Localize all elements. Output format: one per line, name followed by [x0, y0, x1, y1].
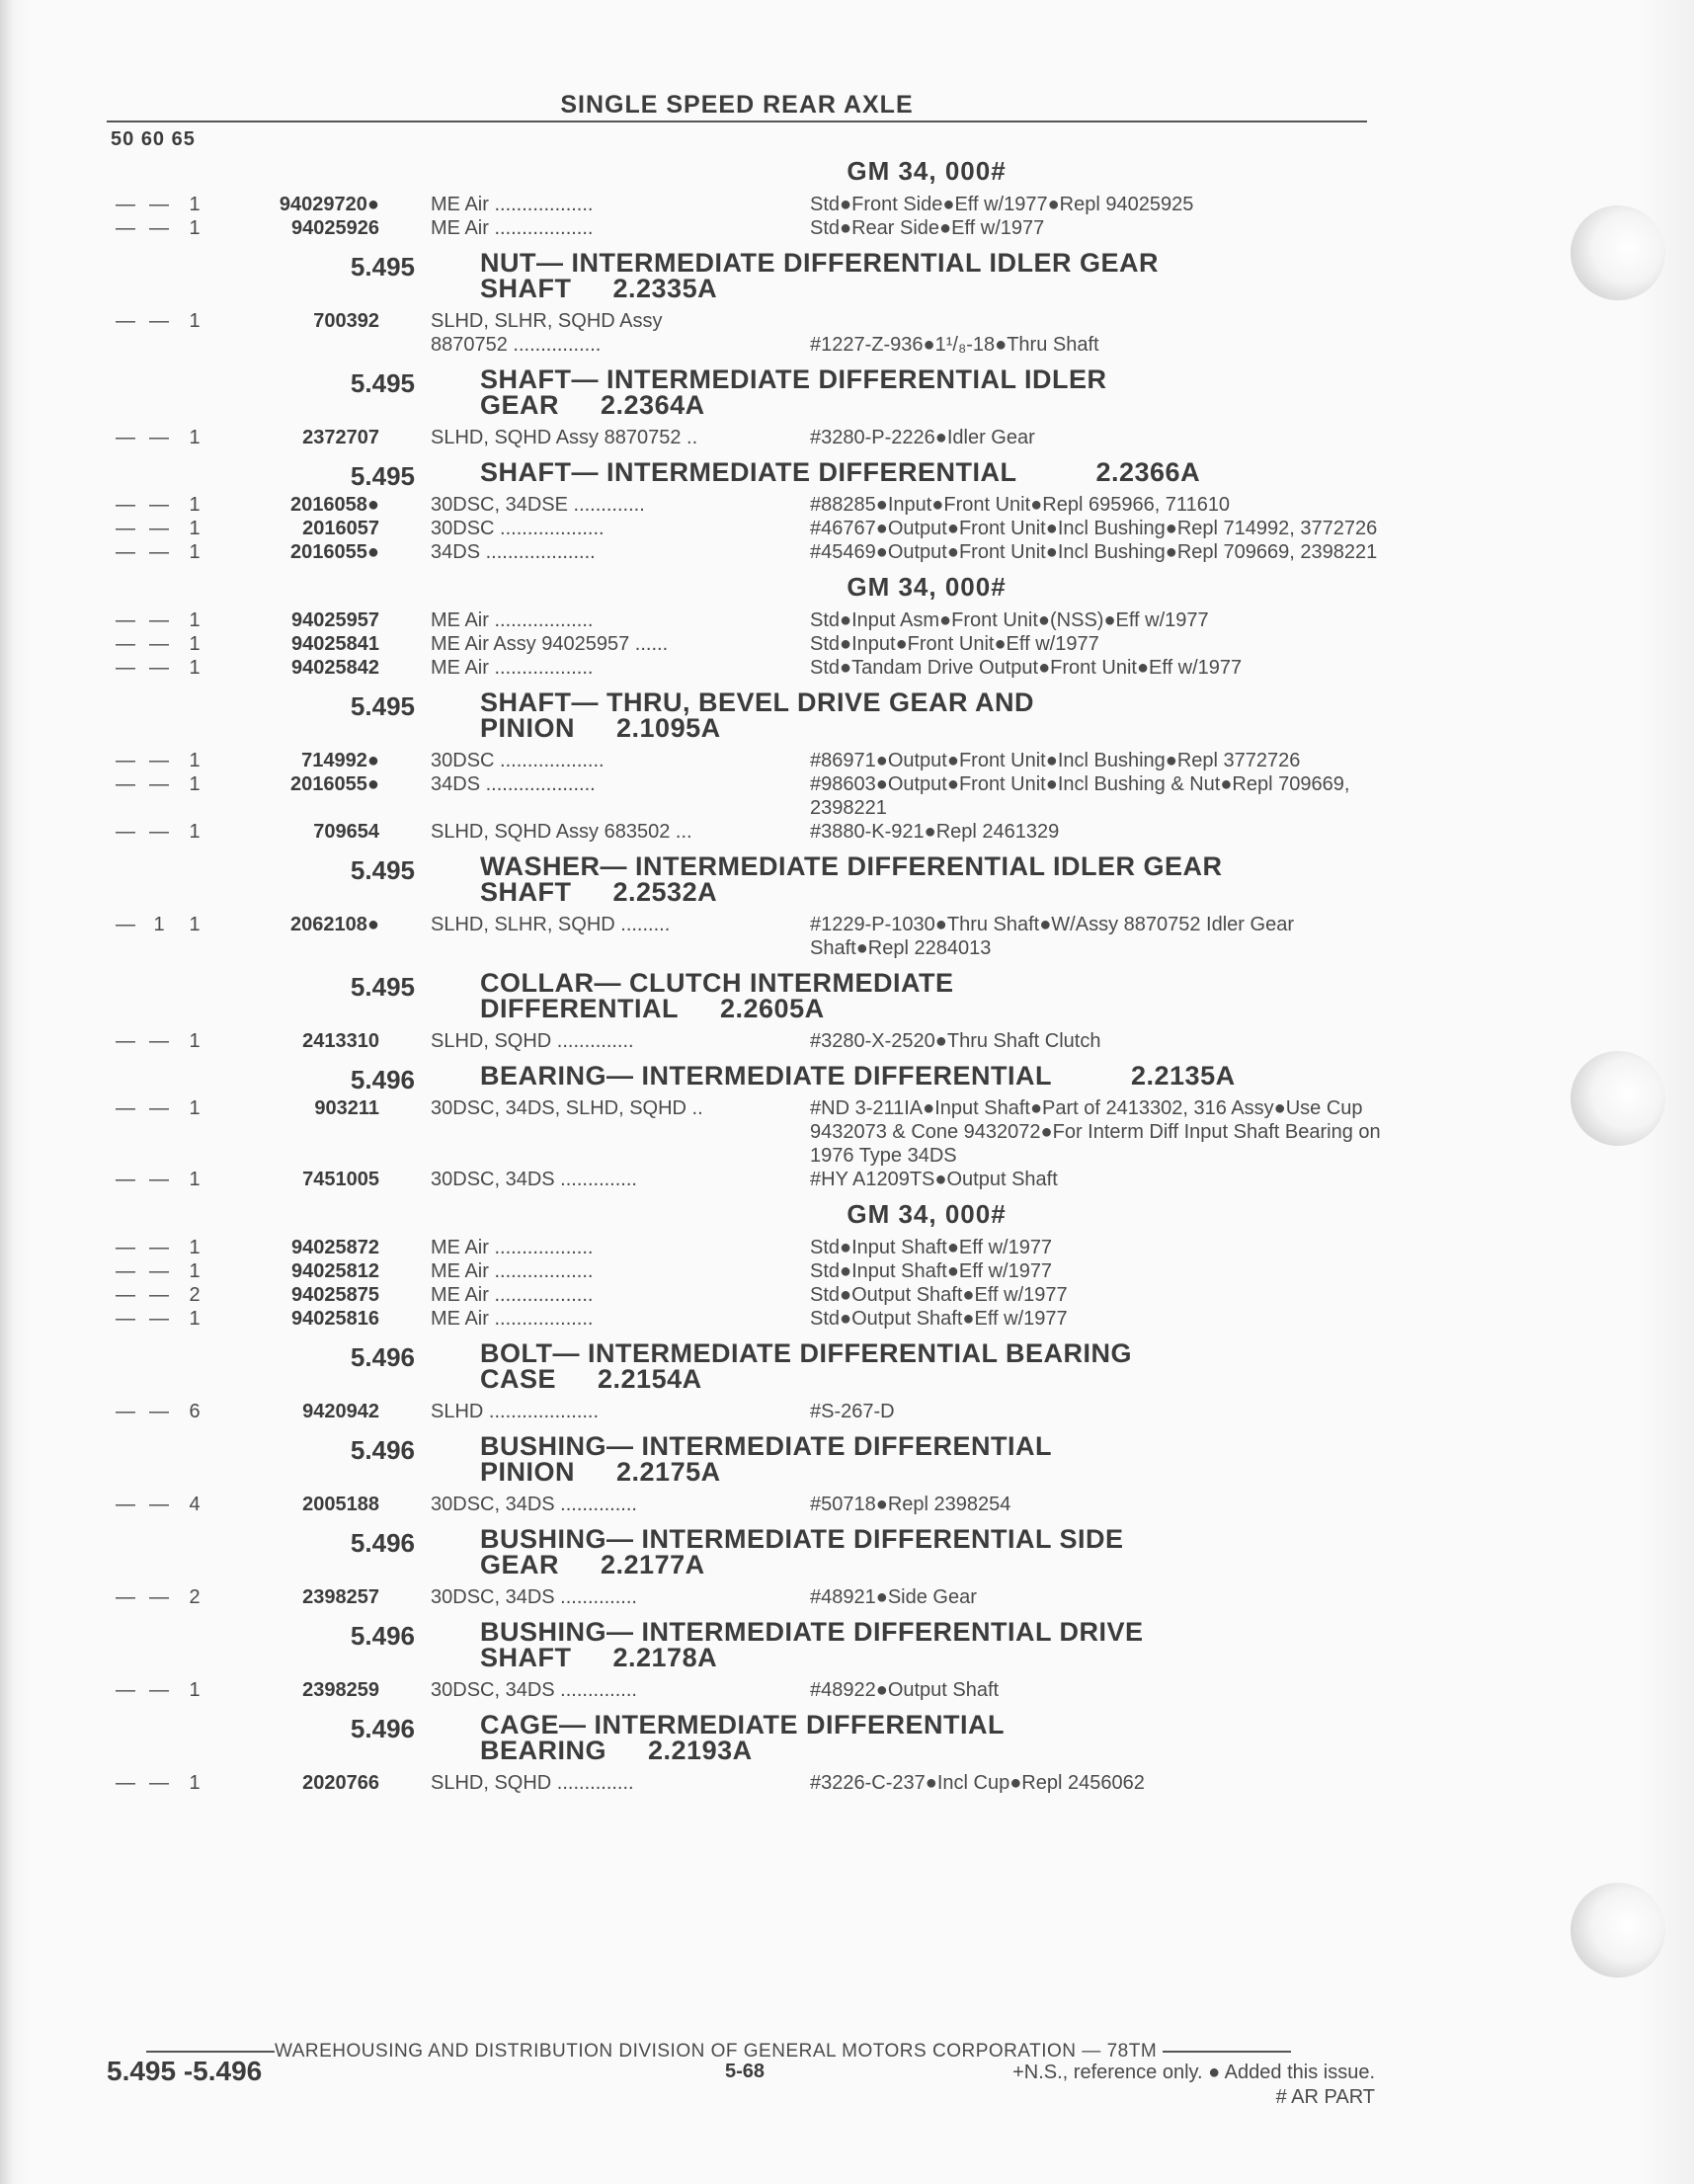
qty-60: — — [149, 1679, 169, 1701]
qty-50: — — [116, 914, 135, 935]
qty-60: — — [149, 750, 169, 771]
parts-list — [107, 148, 1381, 1795]
footer-division-text: WAREHOUSING AND DISTRIBUTION DIVISION OF GENERAL MOTORS CORPORATION — 78TM — [275, 2041, 1158, 2062]
part-number: 94025926 — [291, 217, 379, 239]
qty-50: — — [116, 1772, 135, 1794]
application: 34DS .................... — [431, 773, 596, 795]
part-description: #88285●Input●Front Unit●Repl 695966, 711610 — [810, 494, 1231, 516]
qty-65: 2 — [189, 1284, 201, 1306]
section-title-line-1: SHAFT— INTERMEDIATE DIFFERENTIAL IDLER — [480, 364, 1107, 394]
footer-division-line — [146, 2041, 1291, 2063]
part-number: 94025842 — [291, 657, 379, 679]
gm-capacity-heading: GM 34, 000# — [847, 1199, 1007, 1229]
qty-65: 2 — [189, 1586, 201, 1608]
section-number: 5.495 — [350, 972, 415, 1002]
part-row — [107, 632, 1381, 656]
part-number: 2016055● — [290, 773, 379, 795]
qty-50: — — [116, 1097, 135, 1119]
part-row — [107, 517, 1381, 540]
header-rule — [107, 121, 1367, 122]
application: SLHD, SQHD Assy 8870752 .. — [431, 427, 698, 448]
section-title-line-2: SHAFT — [480, 1643, 572, 1672]
qty-50: — — [116, 1030, 135, 1052]
qty-60: — — [149, 1772, 169, 1794]
section-group-code: 2.2364A — [601, 390, 705, 420]
part-number: 2016057 — [302, 518, 379, 539]
qty-65: 1 — [189, 750, 201, 771]
part-description: #86971●Output●Front Unit●Incl Bushing●Repl 3772726 — [810, 750, 1301, 771]
application: 30DSC, 34DS, SLHD, SQHD .. — [431, 1097, 703, 1119]
qty-60: — — [149, 821, 169, 843]
qty-65: 1 — [189, 1030, 201, 1052]
qty-60: — — [149, 1586, 169, 1608]
part-description: Std●Input Shaft●Eff w/1977 — [810, 1260, 1053, 1282]
qty-50: — — [116, 310, 135, 332]
section-number: 5.495 — [350, 461, 415, 491]
section-title-line-2: CASE — [480, 1364, 557, 1394]
part-row — [107, 426, 1381, 449]
section-number: 5.495 — [350, 691, 415, 721]
section-group-code: 2.2532A — [612, 877, 718, 907]
section-title-line-2: SHAFT — [480, 274, 572, 303]
section-title-line-1: NUT— INTERMEDIATE DIFFERENTIAL IDLER GEAR — [480, 248, 1159, 278]
qty-60: — — [149, 657, 169, 679]
section-title-line-1: SHAFT— INTERMEDIATE DIFFERENTIAL — [480, 457, 1017, 487]
qty-50: — — [116, 1679, 135, 1701]
section-title-line-1: CAGE— INTERMEDIATE DIFFERENTIAL — [480, 1710, 1005, 1739]
section-group-code: 2.1095A — [616, 713, 721, 743]
part-description: #50718●Repl 2398254 — [810, 1494, 1011, 1515]
application: 30DSC, 34DS .............. — [431, 1169, 637, 1190]
part-row — [107, 193, 1381, 216]
section-group-code: 2.2175A — [616, 1457, 721, 1487]
part-description: Std●Output Shaft●Eff w/1977 — [810, 1308, 1068, 1330]
part-description: Std●Rear Side●Eff w/1977 — [810, 217, 1045, 239]
section-heading — [107, 689, 1381, 741]
section-title-line-2: GEAR — [480, 1550, 560, 1579]
binder-hole-bottom — [1571, 1883, 1665, 1978]
application: ME Air Assy 94025957 ...... — [431, 633, 669, 655]
qty-65: 1 — [189, 821, 201, 843]
section-group-code: 2.2178A — [612, 1643, 718, 1672]
part-description: Std●Input●Front Unit●Eff w/1977 — [810, 633, 1099, 655]
qty-60: — — [149, 1494, 169, 1515]
qty-50: — — [116, 194, 135, 215]
application: 30DSC, 34DS .............. — [431, 1679, 637, 1701]
application: SLHD, SLHR, SQHD Assy — [431, 310, 663, 332]
section-title-line-2: GEAR — [480, 390, 560, 420]
footer-rule-left — [146, 2051, 275, 2053]
qty-50: — — [116, 657, 135, 679]
part-description: #ND 3-211IA●Input Shaft●Part of 2413302, 316 Assy●Use Cup 9432073 & Cone 9432072●For Interm Diff Input Shaft Bearing on 1976 Type 34DS — [810, 1097, 1381, 1167]
section-group-code: 2.2335A — [612, 274, 718, 303]
qty-60: — — [149, 1030, 169, 1052]
qty-60: — — [149, 427, 169, 448]
part-description: #45469●Output●Front Unit●Incl Bushing●Repl 709669, 2398221 — [810, 541, 1378, 563]
qty-65: 1 — [189, 1679, 201, 1701]
qty-60: — — [149, 494, 169, 516]
section-title — [480, 1340, 1381, 1392]
section-title — [480, 1433, 1381, 1485]
qty-50: — — [116, 609, 135, 631]
application: ME Air .................. — [431, 1237, 594, 1258]
application: 30DSC, 34DS .............. — [431, 1494, 637, 1515]
part-row — [107, 1307, 1381, 1331]
part-number: 2413310 — [302, 1030, 379, 1052]
section-title — [480, 1526, 1381, 1577]
part-number: 7451005 — [302, 1169, 379, 1190]
qty-60: — — [149, 609, 169, 631]
qty-65: 1 — [189, 217, 201, 239]
qty-50: — — [116, 518, 135, 539]
part-description: #98603●Output●Front Unit●Incl Bushing & Nut●Repl 709669, 2398221 — [810, 773, 1350, 819]
section-heading — [107, 853, 1381, 905]
qty-65: 4 — [189, 1494, 201, 1515]
gm-capacity-heading: GM 34, 000# — [847, 572, 1007, 602]
part-row — [107, 309, 1381, 333]
part-row — [107, 1168, 1381, 1191]
part-row — [107, 1259, 1381, 1283]
section-group-code: 2.2193A — [648, 1736, 753, 1765]
footer-rule-right — [1163, 2051, 1291, 2053]
part-number: 714992● — [301, 750, 379, 771]
qty-65: 1 — [189, 773, 201, 795]
section-title — [480, 853, 1381, 905]
part-number: 2020766 — [302, 1772, 379, 1794]
part-number: 2016055● — [290, 541, 379, 563]
section-number: 5.496 — [350, 1528, 415, 1558]
part-row — [107, 1029, 1381, 1053]
qty-50: — — [116, 750, 135, 771]
part-row — [107, 656, 1381, 680]
column-header-60: 60 — [140, 128, 166, 150]
qty-60: — — [149, 1284, 169, 1306]
part-row — [107, 1400, 1381, 1423]
qty-60: — — [149, 1308, 169, 1330]
part-row — [107, 493, 1381, 517]
application: ME Air .................. — [431, 609, 594, 631]
qty-60: — — [149, 541, 169, 563]
qty-50: — — [116, 541, 135, 563]
part-number: 94029720● — [279, 194, 379, 215]
part-number: 2372707 — [302, 427, 379, 448]
part-number: 94025957 — [291, 609, 379, 631]
qty-50: — — [116, 1586, 135, 1608]
qty-65: 1 — [189, 518, 201, 539]
part-number: 2398257 — [302, 1586, 379, 1608]
part-number: 94025872 — [291, 1237, 379, 1258]
part-number: 2062108● — [290, 914, 379, 935]
part-row — [107, 1283, 1381, 1307]
application: 34DS .................... — [431, 541, 596, 563]
page-title: SINGLE SPEED REAR AXLE — [560, 91, 914, 119]
qty-65: 1 — [189, 657, 201, 679]
application: ME Air .................. — [431, 657, 594, 679]
qty-65: 1 — [189, 1097, 201, 1119]
part-description: #S-267-D — [810, 1401, 895, 1422]
application: SLHD, SQHD Assy 683502 ... — [431, 821, 692, 843]
section-number: 5.496 — [350, 1621, 415, 1651]
part-description: Std●Input Shaft●Eff w/1977 — [810, 1237, 1053, 1258]
qty-50: — — [116, 773, 135, 795]
qty-60: — — [149, 1237, 169, 1258]
gm-capacity-heading: GM 34, 000# — [847, 156, 1007, 186]
section-title-line-1: SHAFT— THRU, BEVEL DRIVE GEAR AND — [480, 688, 1035, 717]
application: 8870752 ................ — [431, 334, 602, 356]
section-title — [480, 366, 1381, 418]
section-title — [480, 970, 1381, 1021]
qty-50: — — [116, 1237, 135, 1258]
qty-60: — — [149, 633, 169, 655]
application: SLHD, SQHD .............. — [431, 1772, 634, 1794]
part-row — [107, 1585, 1381, 1609]
section-group-code: 2.2154A — [598, 1364, 702, 1394]
section-group-code: 2.2135A — [1131, 1061, 1236, 1091]
qty-60: — — [149, 1401, 169, 1422]
part-row — [107, 1236, 1381, 1259]
application: SLHD, SLHR, SQHD ......... — [431, 914, 671, 935]
part-number: 2398259 — [302, 1679, 379, 1701]
qty-60: — — [149, 194, 169, 215]
footer-legend-line-1: +N.S., reference only. ● Added this issue. — [1012, 2062, 1375, 2083]
section-number: 5.496 — [350, 1714, 415, 1743]
qty-50: — — [116, 1494, 135, 1515]
qty-65: 1 — [189, 1260, 201, 1282]
footer-legend — [901, 2061, 1375, 2110]
part-row — [107, 913, 1381, 960]
part-number: 2016058● — [290, 494, 379, 516]
part-description: #46767●Output●Front Unit●Incl Bushing●Repl 714992, 3772726 — [810, 518, 1378, 539]
qty-60: — — [149, 1097, 169, 1119]
application: ME Air .................. — [431, 1308, 594, 1330]
part-row — [107, 608, 1381, 632]
binder-hole-top — [1571, 205, 1665, 300]
section-title-line-2: PINION — [480, 1457, 576, 1487]
application: SLHD .................... — [431, 1401, 600, 1422]
part-number: 903211 — [314, 1097, 379, 1119]
part-row — [107, 749, 1381, 772]
part-row — [107, 772, 1381, 820]
section-title-line-1: WASHER— INTERMEDIATE DIFFERENTIAL IDLER GEAR — [480, 851, 1223, 881]
qty-65: 1 — [189, 310, 201, 332]
qty-65: 1 — [189, 427, 201, 448]
application: ME Air .................. — [431, 217, 594, 239]
part-row — [107, 1493, 1381, 1516]
application: 30DSC, 34DS .............. — [431, 1586, 637, 1608]
section-title-line-2: DIFFERENTIAL — [480, 994, 679, 1023]
application: 30DSC ................... — [431, 750, 605, 771]
section-title-line-1: COLLAR— CLUTCH INTERMEDIATE — [480, 968, 954, 998]
qty-65: 1 — [189, 541, 201, 563]
column-header-65: 65 — [171, 128, 196, 150]
qty-60: — — [149, 518, 169, 539]
section-title — [480, 689, 1381, 741]
part-number: 94025816 — [291, 1308, 379, 1330]
qty-50: — — [116, 1284, 135, 1306]
qty-65: 1 — [189, 609, 201, 631]
section-title — [480, 250, 1381, 301]
part-description: #HY A1209TS●Output Shaft — [810, 1169, 1058, 1190]
footer-legend-line-2: # AR PART — [1275, 2086, 1375, 2108]
qty-65: 1 — [189, 1237, 201, 1258]
qty-65: 1 — [189, 494, 201, 516]
section-number: 5.496 — [350, 1065, 415, 1094]
part-row — [107, 820, 1381, 844]
section-title-line-1: BUSHING— INTERMEDIATE DIFFERENTIAL — [480, 1431, 1052, 1461]
qty-60: — — [149, 773, 169, 795]
part-description: Std●Front Side●Eff w/1977●Repl 94025925 — [810, 194, 1194, 215]
section-heading — [107, 457, 1381, 491]
part-number: 94025841 — [291, 633, 379, 655]
section-title — [480, 1712, 1381, 1763]
section-heading — [107, 250, 1381, 301]
qty-65: 1 — [189, 633, 201, 655]
qty-50: — — [116, 1260, 135, 1282]
section-title — [480, 459, 1381, 485]
part-description: #3280-X-2520●Thru Shaft Clutch — [810, 1030, 1101, 1052]
qty-50: — — [116, 633, 135, 655]
part-description: #1229-P-1030●Thru Shaft●W/Assy 8870752 Idler Gear Shaft●Repl 2284013 — [810, 914, 1294, 959]
part-number: 2005188 — [302, 1494, 379, 1515]
section-group-code: 2.2605A — [720, 994, 825, 1023]
footer-section-range: 5.495 -5.496 — [107, 2056, 263, 2086]
part-description: Std●Output Shaft●Eff w/1977 — [810, 1284, 1068, 1306]
qty-65: 6 — [189, 1401, 201, 1422]
section-title-line-1: BOLT— INTERMEDIATE DIFFERENTIAL BEARING — [480, 1338, 1132, 1368]
application: ME Air .................. — [431, 194, 594, 215]
section-number: 5.495 — [350, 252, 415, 282]
section-title-line-1: BUSHING— INTERMEDIATE DIFFERENTIAL DRIVE — [480, 1617, 1144, 1647]
qty-60: 1 — [153, 914, 165, 935]
qty-60: — — [149, 217, 169, 239]
part-number: 94025875 — [291, 1284, 379, 1306]
part-description: Std●Input Asm●Front Unit●(NSS)●Eff w/1977 — [810, 609, 1209, 631]
application: 30DSC ................... — [431, 518, 605, 539]
section-heading — [107, 1061, 1381, 1094]
part-description: #48922●Output Shaft — [810, 1679, 1000, 1701]
qty-65: 1 — [189, 1308, 201, 1330]
qty-50: — — [116, 494, 135, 516]
section-title-line-1: BUSHING— INTERMEDIATE DIFFERENTIAL SIDE — [480, 1524, 1124, 1554]
qty-60: — — [149, 310, 169, 332]
part-row — [107, 1678, 1381, 1702]
section-title-line-2: SHAFT — [480, 877, 572, 907]
application: ME Air .................. — [431, 1260, 594, 1282]
qty-65: 1 — [189, 914, 201, 935]
section-title-line-1: BEARING— INTERMEDIATE DIFFERENTIAL — [480, 1061, 1052, 1091]
section-group-code: 2.2366A — [1095, 457, 1201, 487]
section-heading — [107, 1433, 1381, 1485]
part-number: 700392 — [313, 310, 379, 332]
part-number: 9420942 — [302, 1401, 379, 1422]
column-header-50: 50 — [111, 128, 135, 150]
qty-50: — — [116, 217, 135, 239]
part-description: #3280-P-2226●Idler Gear — [810, 427, 1035, 448]
application: SLHD, SQHD .............. — [431, 1030, 634, 1052]
qty-50: — — [116, 1401, 135, 1422]
qty-65: 1 — [189, 1169, 201, 1190]
qty-60: — — [149, 1169, 169, 1190]
section-number: 5.495 — [350, 368, 415, 398]
section-heading — [107, 970, 1381, 1021]
part-description: #3880-K-921●Repl 2461329 — [810, 821, 1060, 843]
section-heading — [107, 1526, 1381, 1577]
binder-hole-middle — [1571, 1051, 1665, 1146]
section-title-line-2: PINION — [480, 713, 576, 743]
part-description: #48921●Side Gear — [810, 1586, 977, 1608]
section-heading — [107, 1712, 1381, 1763]
part-number: 709654 — [313, 821, 379, 843]
part-row — [107, 216, 1381, 240]
qty-50: — — [116, 1308, 135, 1330]
footer-page-number: 5-68 — [725, 2061, 766, 2082]
part-description: #1227-Z-936●1¹/₈-18●Thru Shaft — [810, 334, 1099, 356]
section-title — [480, 1619, 1381, 1670]
section-heading — [107, 1619, 1381, 1670]
qty-65: 1 — [189, 194, 201, 215]
section-heading — [107, 366, 1381, 418]
section-group-code: 2.2177A — [601, 1550, 705, 1579]
section-title — [480, 1063, 1381, 1089]
part-row — [107, 540, 1381, 564]
application: 30DSC, 34DSE ............. — [431, 494, 645, 516]
part-description: Std●Tandam Drive Output●Front Unit●Eff w/1977 — [810, 657, 1243, 679]
qty-50: — — [116, 821, 135, 843]
qty-60: — — [149, 1260, 169, 1282]
part-row — [107, 1771, 1381, 1795]
section-number: 5.496 — [350, 1435, 415, 1465]
section-heading — [107, 1340, 1381, 1392]
section-number: 5.496 — [350, 1342, 415, 1372]
part-row — [107, 1096, 1381, 1168]
qty-50: — — [116, 1169, 135, 1190]
part-number: 94025812 — [291, 1260, 379, 1282]
section-title-line-2: BEARING — [480, 1736, 607, 1765]
application: ME Air .................. — [431, 1284, 594, 1306]
qty-50: — — [116, 427, 135, 448]
qty-65: 1 — [189, 1772, 201, 1794]
part-row — [107, 333, 1381, 357]
section-number: 5.495 — [350, 855, 415, 885]
part-description: #3226-C-237●Incl Cup●Repl 2456062 — [810, 1772, 1145, 1794]
